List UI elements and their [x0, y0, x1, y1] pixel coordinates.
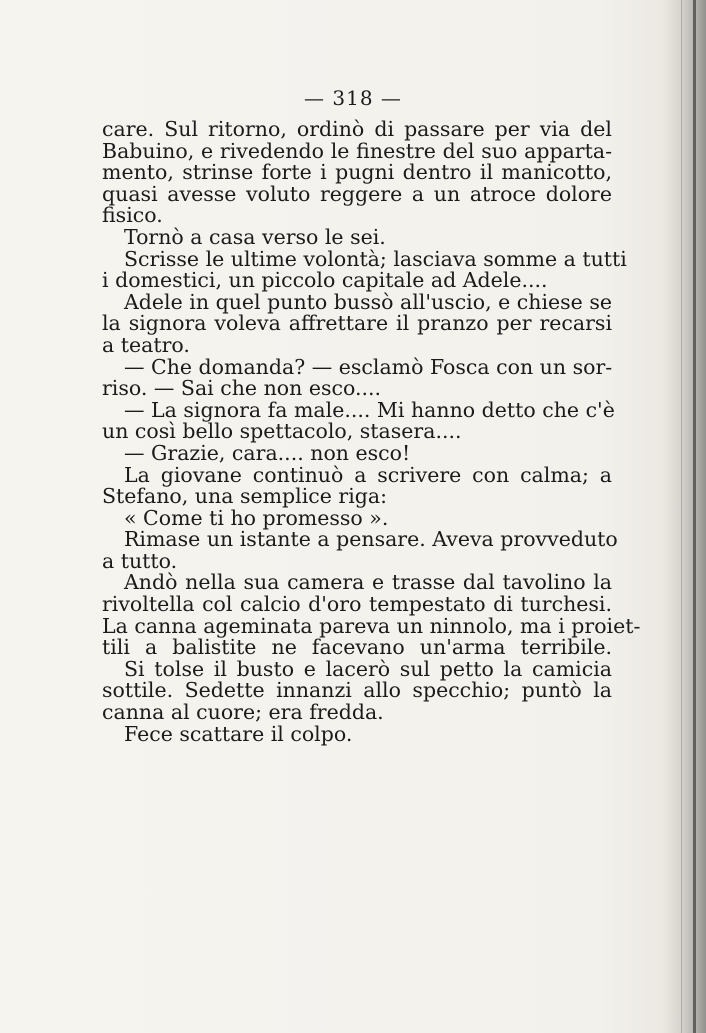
- page-edge-shadow: [664, 0, 706, 1033]
- page-edge-line-inner: [681, 0, 682, 1033]
- text-line: care. Sul ritorno, ordinò di passare per via del: [102, 117, 612, 141]
- text-line: « Come ti ho promesso ».: [124, 505, 389, 530]
- text-line: — Grazie, cara.... non esco!: [124, 440, 411, 465]
- body-text: [102, 117, 641, 746]
- text-line: Tornò a casa verso le sei.: [124, 224, 386, 249]
- text-line: Stefano, una semplice riga:: [102, 484, 388, 509]
- text-line: Adele in quel punto bussò all'uscio, e chiese se: [124, 289, 612, 314]
- text-line: a teatro.: [102, 332, 190, 357]
- text-line: canna al cuore; era fredda.: [102, 700, 384, 725]
- text-line: Fece scattare il colpo.: [124, 721, 353, 746]
- text-line: Si tolse il busto e lacerò sul petto la camicia: [124, 656, 612, 681]
- text-line: — La signora fa male.... Mi hanno detto che c'è: [124, 397, 615, 422]
- text-line: La canna ageminata pareva un ninnolo, ma i proiet-: [102, 613, 641, 638]
- text-line: La giovane continuò a scrivere con calma; a: [124, 462, 612, 487]
- text-line: Rimase un istante a pensare. Aveva provveduto: [124, 527, 618, 552]
- page-edge-line: [693, 0, 696, 1033]
- text-line: a tutto.: [102, 548, 178, 573]
- text-line: quasi avesse voluto reggere a un atroce dolore: [102, 181, 612, 206]
- text-line: i domestici, un piccolo capitale ad Adele....: [102, 268, 548, 293]
- text-line: rivoltella col calcio d'oro tempestato di turchesi.: [102, 592, 612, 617]
- text-line: sottile. Sedette innanzi allo specchio; puntò la: [102, 678, 612, 703]
- text-line: Babuino, e rivedendo le finestre del suo apparta-: [102, 138, 612, 163]
- page-number: — 318 —: [304, 86, 402, 110]
- text-line: tili a balistite ne facevano un'arma terribile.: [102, 635, 612, 660]
- text-line: Scrisse le ultime volontà; lasciava somme a tutti: [124, 246, 627, 271]
- text-line: riso. — Sai che non esco....: [102, 376, 382, 401]
- text-line: mento, strinse forte i pugni dentro il manicotto,: [102, 160, 612, 185]
- text-line: fisico.: [102, 203, 163, 228]
- text-line: la signora voleva affrettare il pranzo per recarsi: [102, 311, 612, 336]
- text-line: un così bello spettacolo, stasera....: [102, 419, 462, 444]
- text-line: Andò nella sua camera e trasse dal tavolino la: [124, 570, 612, 595]
- text-line: — Che domanda? — esclamò Fosca con un sor-: [124, 354, 613, 379]
